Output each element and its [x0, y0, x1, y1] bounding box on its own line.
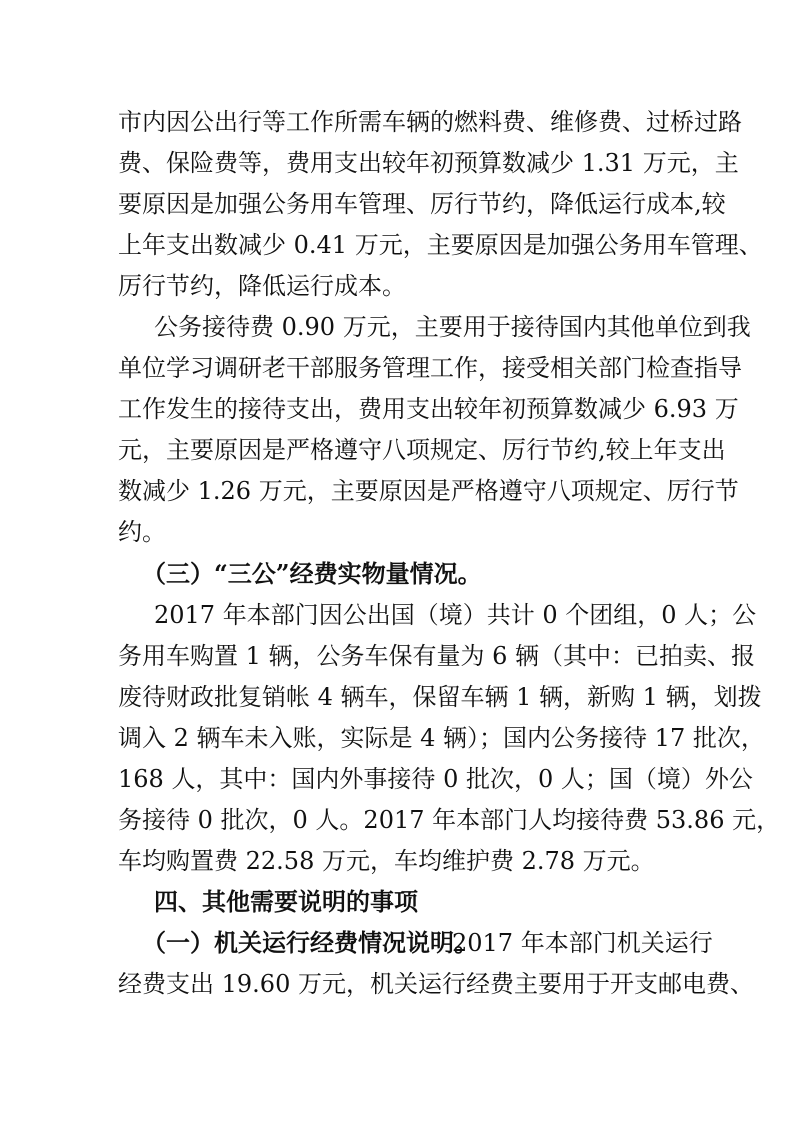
- paragraph-1-line-2: [0, 141, 793, 185]
- paragraph-2-line-4: [0, 428, 793, 472]
- text-line: 车均购置费 22.58 万元，车均维护费 2.78 万元。: [118, 847, 655, 875]
- paragraph-5-line-1: [0, 921, 793, 965]
- paragraph-3-line-1: [0, 593, 793, 637]
- text-line: 工作发生的接待支出，费用支出较年初预算数减少 6.93 万: [118, 395, 739, 423]
- text-line: 务接待 0 批次，0 人。2017 年本部门人均接待费 53.86 元，: [118, 806, 781, 834]
- text-line: 要原因是加强公务用车管理、厉行节约，降低运行成本,较: [118, 190, 726, 218]
- text-line: 数减少 1.26 万元，主要原因是严格遵守八项规定、厉行节: [118, 477, 739, 505]
- paragraph-3-line-3: [0, 675, 793, 719]
- paragraph-3-line-5: [0, 757, 793, 801]
- paragraph-2-line-6: [0, 510, 793, 554]
- paragraph-2-line-1: [0, 305, 793, 349]
- paragraph-5-line-2: [0, 962, 793, 1006]
- inline-heading: （一）机关运行经费情况说明。: [142, 928, 478, 957]
- paragraph-2-line-5: [0, 469, 793, 513]
- paragraph-3-line-6: [0, 798, 793, 842]
- paragraph-2-line-2: [0, 346, 793, 390]
- text-line: 2017 年本部门因公出国（境）共计 0 个团组，0 人；公: [154, 601, 757, 629]
- text-line: 废待财政批复销帐 4 辆车，保留车辆 1 辆，新购 1 辆，划拨: [118, 683, 762, 711]
- text-line: 168 人，其中：国内外事接待 0 批次，0 人；国（境）外公: [118, 765, 753, 793]
- text-line: 元，主要原因是严格遵守八项规定、厉行节约,较上年支出: [118, 436, 726, 464]
- paragraph-1-line-4: [0, 223, 793, 267]
- paragraph-2-line-3: [0, 387, 793, 431]
- text-line: 厉行节约，降低运行成本。: [118, 272, 406, 300]
- text-line: 市内因公出行等工作所需车辆的燃料费、维修费、过桥过路: [118, 108, 742, 136]
- paragraph-1-line-5: [0, 264, 793, 308]
- heading-text: 四、其他需要说明的事项: [154, 887, 418, 916]
- text-line: 上年支出数减少 0.41 万元，主要原因是加强公务用车管理、: [118, 231, 763, 259]
- heading-text: （三）“三公”经费实物量情况。: [142, 559, 482, 588]
- paragraph-1-line-3: [0, 182, 793, 226]
- text-line: 费、保险费等，费用支出较年初预算数减少 1.31 万元，主: [118, 149, 739, 177]
- section-heading-other-matters: [0, 880, 793, 924]
- text-line: 约。: [118, 518, 166, 546]
- paragraph-3-line-4: [0, 716, 793, 760]
- text-line: 调入 2 辆车未入账，实际是 4 辆）；国内公务接待 17 批次，: [118, 724, 765, 752]
- paragraph-1-line-1: [0, 100, 793, 144]
- text-line: 单位学习调研老干部服务管理工作，接受相关部门检查指导: [118, 354, 742, 382]
- text-line: 公务接待费 0.90 万元，主要用于接待国内其他单位到我: [154, 313, 751, 341]
- text-line: 务用车购置 1 辆，公务车保有量为 6 辆（其中：已拍卖、报: [118, 642, 756, 670]
- paragraph-3-line-7: [0, 839, 793, 883]
- section-heading-san-gong: [0, 552, 793, 596]
- paragraph-3-line-2: [0, 634, 793, 678]
- text-line: 2017 年本部门机关运行: [452, 929, 713, 957]
- text-line: 经费支出 19.60 万元，机关运行经费主要用于开支邮电费、: [118, 970, 754, 998]
